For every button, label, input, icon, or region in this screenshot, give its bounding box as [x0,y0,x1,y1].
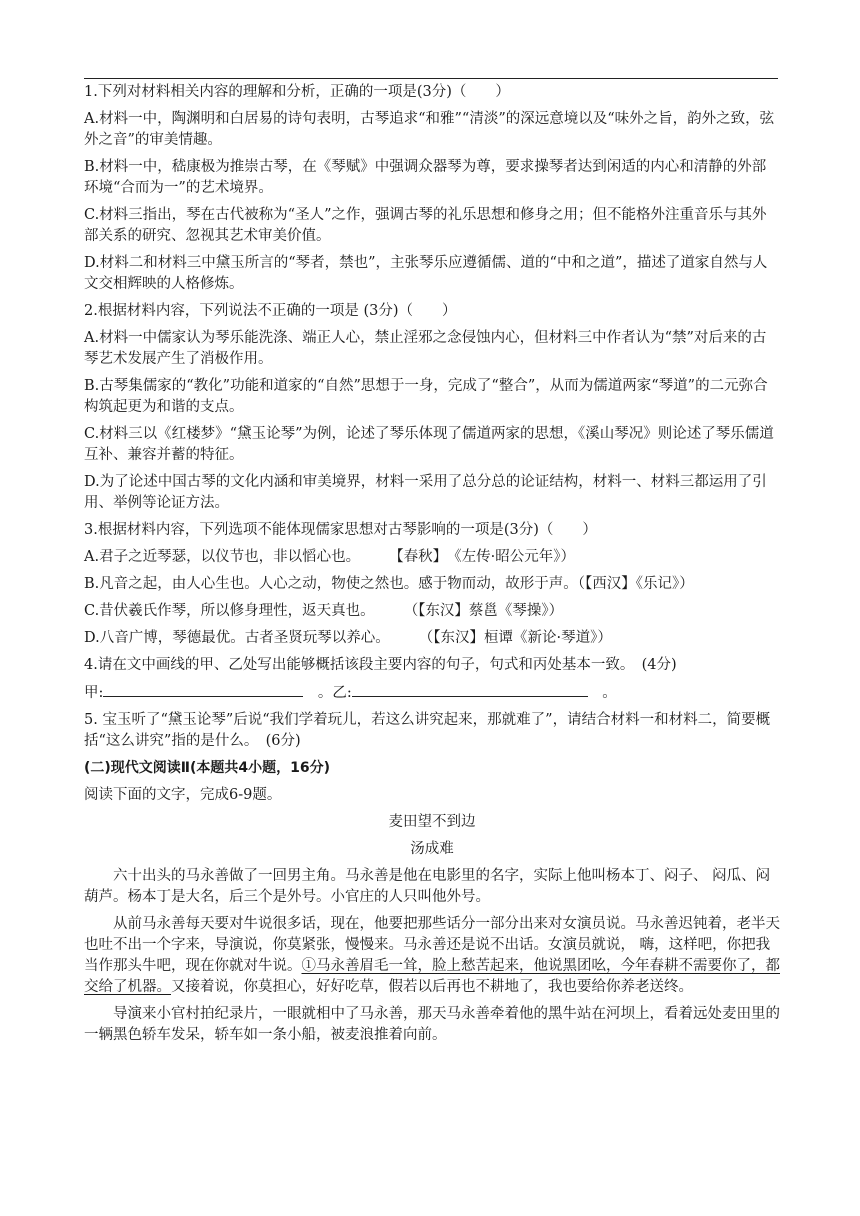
document-content [84,82,780,1052]
question-2-option-b: B.古琴集儒家的“教化”功能和道家的“自然”思想于一身，完成了“整合”，从而为儒道两家“琴道”的二元弥合构筑起更为和谐的支点。 [84,378,768,415]
question-1-stem: 1.下列对材料相关内容的理解和分析，正确的一项是(3分)（ ） [84,84,510,100]
question-3-option-b: B.凡音之起，由人心生也。人心之动，物使之然也。感于物而动，故形于声。（【西汉】《乐记》） [84,576,694,592]
question-3-option-c-source: （【东汉】蔡邕《琴操》） [403,603,564,619]
section-heading: (二)现代文阅读Ⅱ(本题共4小题，16分) [84,760,331,776]
question-3-option-a-text: A.君子之近琴瑟，以仪节也，非以慆心也。 [84,549,361,565]
question-2-option-a: A.材料一中儒家认为琴乐能洗涤、端正人心，禁止淫邪之念侵蚀内心，但材料三中作者认为“禁”对后来的古琴艺术发展产生了消极作用。 [84,330,767,367]
question-3-option-d-text: D.八音广博，琴德最优。古者圣贤玩琴以养心。 [84,630,390,646]
question-3-option-a [84,547,780,568]
question-1-option-c: C.材料三指出，琴在古代被称为“圣人”之作，强调古琴的礼乐思想和修身之用；但不能格外注重音乐与其外部关系的研究、忽视其艺术审美价值。 [84,207,767,244]
question-3-option-d-source: （【东汉】桓谭《新论·琴道》） [418,630,612,646]
question-3-option-c-text: C.昔伏羲氏作琴，所以修身理性，返天真也。 [84,603,375,619]
question-3-option-d [84,628,780,649]
question-2-option-c: C.材料三以《红楼梦》“黛玉论琴”为例，论述了琴乐体现了儒道两家的思想，《溪山琴况》则论述了琴乐儒道互补、兼容并蓄的特征。 [84,426,774,463]
question-1-option-a: A.材料一中，陶渊明和白居易的诗句表明，古琴追求“和雅”“清淡”的深远意境以及“味外之旨，韵外之致，弦外之音”的审美情趣。 [84,111,775,148]
top-rule [84,78,778,79]
article-title: 麦田望不到边 [388,814,476,830]
question-1-option-b: B.材料一中，嵇康极为推崇古琴，在《琴赋》中强调众器琴为尊，要求操琴者达到闲适的内心和清静的外部环境“合而为一”的艺术境界。 [84,159,767,196]
question-4-end-mark: 。 [602,685,617,701]
question-3-option-a-source: 【春秋】 《左传·昭公元年》） [389,549,575,565]
question-4-label-jia: 甲: [84,685,104,701]
article-paragraph-1: 六十出头的马永善做了一回男主角。马永善是他在电影里的名字，实际上他叫杨本丁、闷子、 闷瓜、闷葫芦。杨本丁是大名，后三个是外号。小官庄的人只叫他外号。 [84,868,771,905]
question-5-stem: 5. 宝玉听了“黛玉论琴”后说“我们学着玩儿，若这么讲究起来，那就难了”，请结合材料一和材料二，简要概括“这么讲究”指的是什么。 (6分) [84,712,771,749]
question-1-option-d: D.材料二和材料三中黛玉所言的“琴者，禁也”，主张琴乐应遵循儒、道的“中和之道”，描述了道家自然与人文交相辉映的人格修炼。 [84,255,768,292]
question-2-stem: 2.根据材料内容，下列说法不正确的一项是 (3分)（ ） [84,303,457,319]
article-paragraph-2 [84,914,780,998]
question-4-stem: 4.请在文中画线的甲、乙处写出能够概括该段主要内容的句子，句式和丙处基本一致。 (4分) [84,657,677,673]
article-paragraph-2-text-a: 从前马永善每天要对牛说很多话，现在，他要把那些话分一部分出来对女演员说。马永善迟钝着，老半天也吐不出一个字来，导演说，你莫紧张，慢慢来。马永善还是说不出话。女演员就说， 嗨，这样吧，你把我当作那头牛吧，现在你就对牛说。 [84,916,780,974]
reading-instruction: 阅读下面的文字，完成6-9题。 [84,787,282,803]
article-paragraph-3: 导演来小官村拍纪录片，一眼就相中了马永善，那天马永善牵着他的黑牛站在河坝上，看着远处麦田里的一辆黑色轿车发呆，轿车如一条小船，被麦浪推着向前。 [84,1006,780,1043]
question-4-answer-line [84,682,780,704]
question-3-stem: 3.根据材料内容，下列选项不能体现儒家思想对古琴影响的一项是(3分)（ ） [84,522,597,538]
question-3-option-c [84,601,780,622]
question-4-label-yi: 。乙: [317,685,352,701]
answer-blank-yi[interactable] [352,682,588,697]
article-author: 汤成难 [410,841,454,857]
underlined-sentence-1: ①马永善眉毛一耸，脸上愁苦起来，他说黑团吆，今年春耕不需要你了，都交给了机器。 [84,958,780,995]
question-2-option-d: D.为了论述中国古琴的文化内涵和审美境界，材料一采用了总分总的论证结构，材料一、材料三都运用了引用、举例等论证方法。 [84,474,767,511]
article-paragraph-2-text-b: 又接着说，你莫担心，好好吃草，假若以后再也不耕地了，我也要给你养老送终。 [171,979,693,995]
answer-blank-jia[interactable] [103,682,303,697]
